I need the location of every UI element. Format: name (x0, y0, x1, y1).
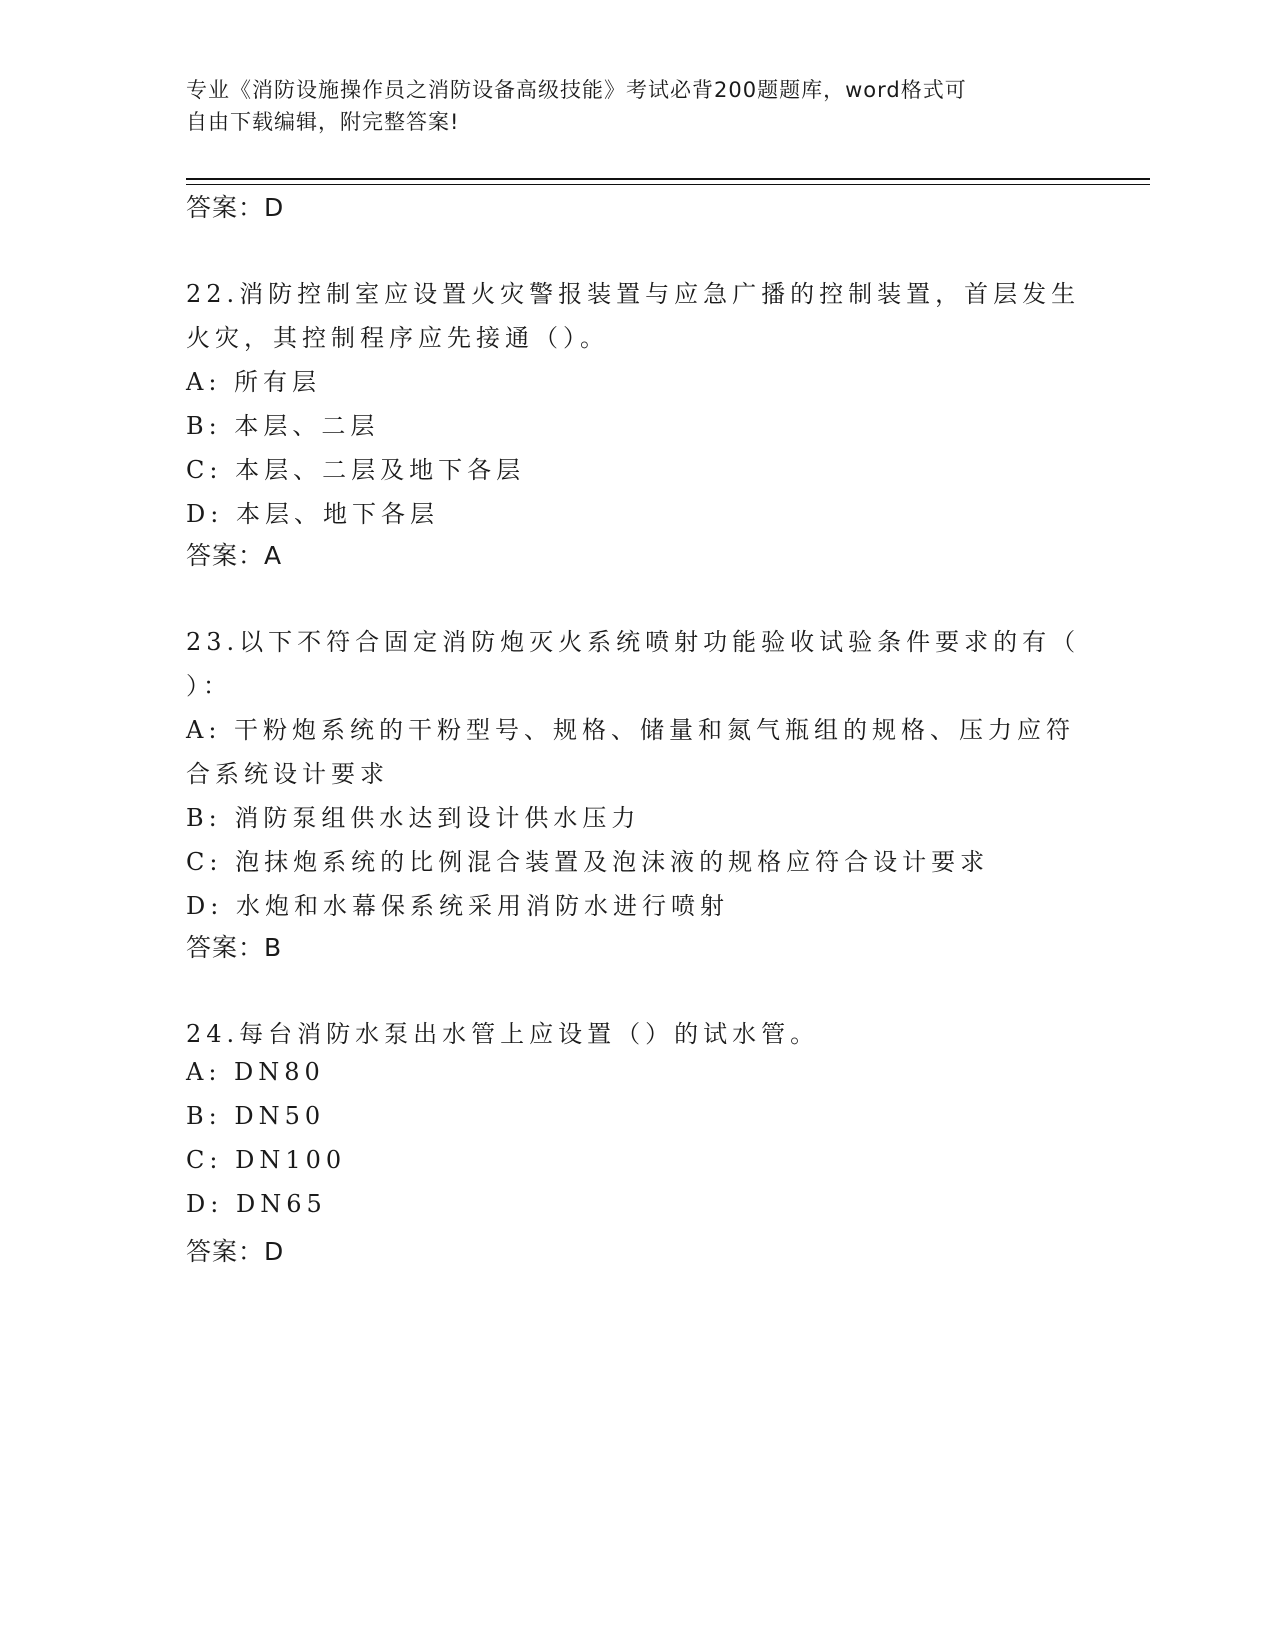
question-23-option-b: B: 消防泵组供水达到设计供水压力 (186, 804, 641, 832)
question-23-option-d: D: 水炮和水幕保系统采用消防水进行喷射 (186, 892, 729, 920)
question-23-option-a-line-2: 合系统设计要求 (186, 760, 389, 788)
question-22-stem-line-2: 火灾，其控制程序应先接通（）。 (186, 324, 609, 352)
header-line-1: 专业《消防设施操作员之消防设备高级技能》考试必背200题题库，word格式可 (186, 78, 967, 102)
question-24-option-b: B: DN50 (186, 1102, 326, 1130)
answer-24: 答案：D (186, 1237, 285, 1266)
question-23-option-a-line-1: A: 干粉炮系统的干粉型号、规格、储量和氮气瓶组的规格、压力应符 (186, 716, 1076, 744)
question-24-option-a: A: DN80 (186, 1058, 325, 1086)
question-22-option-d: D: 本层、地下各层 (186, 500, 439, 528)
header-divider-thick (186, 178, 1150, 180)
question-22-stem-line-1: 22.消防控制室应设置火灾警报装置与应急广播的控制装置，首层发生 (186, 280, 1081, 308)
question-22-option-b: B: 本层、二层 (186, 412, 380, 440)
header-line-2: 自由下载编辑，附完整答案! (186, 110, 460, 134)
question-24-option-d: D: DN65 (186, 1190, 327, 1218)
question-23-stem-line-2: ）： (186, 672, 232, 700)
answer-21: 答案：D (186, 193, 285, 222)
question-22-option-a: A: 所有层 (186, 368, 322, 396)
answer-23: 答案：B (186, 933, 283, 962)
question-24-stem: 24.每台消防水泵出水管上应设置（）的试水管。 (186, 1020, 820, 1048)
question-23-option-c: C: 泡抹炮系统的比例混合装置及泡沫液的规格应符合设计要求 (186, 848, 990, 876)
question-22-option-c: C: 本层、二层及地下各层 (186, 456, 526, 484)
question-23-stem-line-1: 23.以下不符合固定消防炮灭火系统喷射功能验收试验条件要求的有（ (186, 628, 1081, 656)
question-24-option-c: C: DN100 (186, 1146, 347, 1174)
header-divider-thin (186, 184, 1150, 185)
answer-22: 答案：A (186, 541, 283, 570)
document-header (186, 74, 1086, 138)
